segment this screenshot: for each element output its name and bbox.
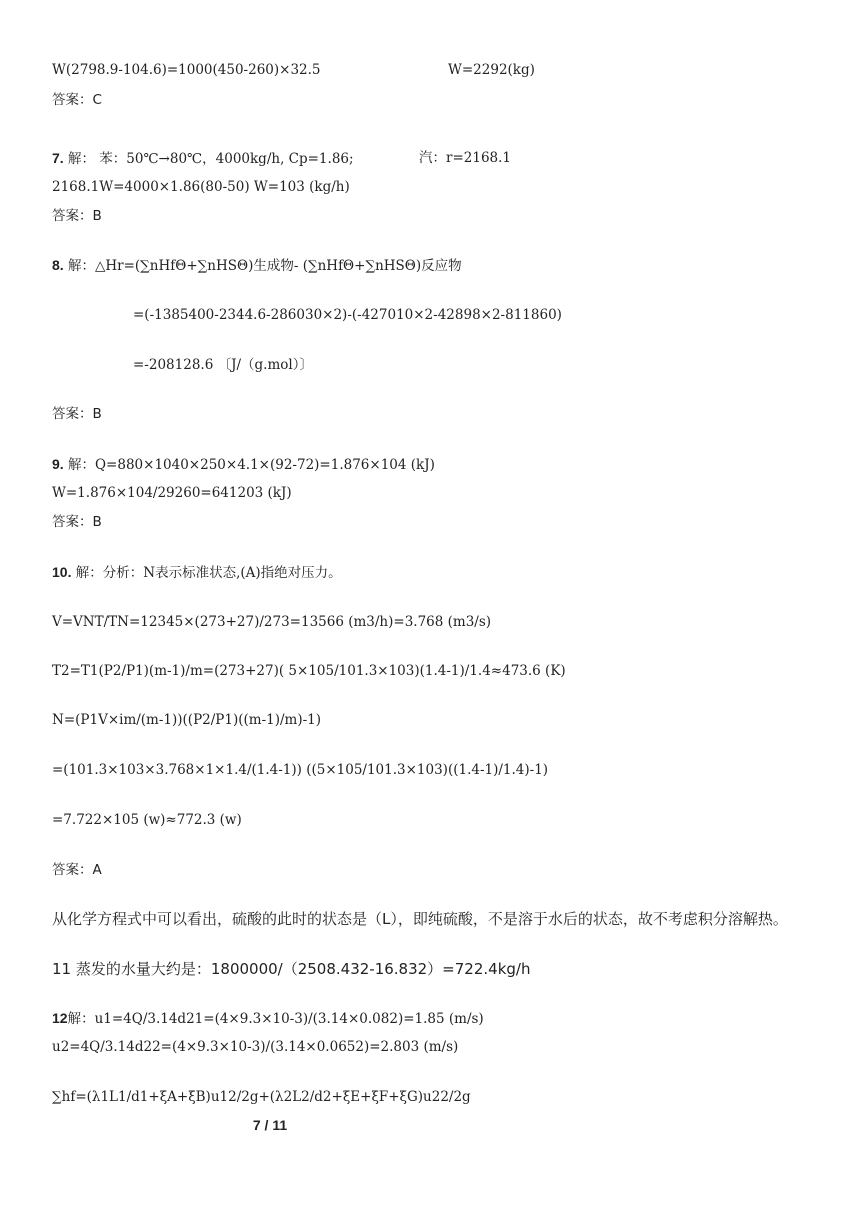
note-paragraph: 从化学方程式中可以看出，硫酸的此时的状态是（L），即纯硫酸，不是溶于水后的状态，故不考虑积分溶解热。: [52, 910, 788, 928]
equation-result: [448, 61, 535, 79]
answer-9: 答案：B: [52, 514, 102, 530]
question-9-line: [52, 455, 435, 474]
question-number: 12: [52, 1010, 68, 1026]
question-7-line-2: 2168.1W=4000×1.86(80-50) W=103 (kg/h): [52, 179, 350, 195]
question-12-line: [52, 1009, 484, 1028]
question-number: 8.: [52, 257, 64, 273]
equation-line: [52, 61, 321, 79]
question-10-line-2: V=VNT/TN=12345×(273+27)/273=13566 (m3/h)=3.768 (m3/s): [52, 614, 492, 630]
question-12-line-2: u2=4Q/3.14d22=(4×9.3×10-3)/(3.14×0.0652)=2.803 (m/s): [52, 1039, 459, 1055]
question-number: 9.: [52, 456, 64, 472]
answer-10: 答案：A: [52, 862, 102, 878]
question-10-text: 解：分析：N表示标准状态,(A)指绝对压力。: [75, 565, 342, 581]
question-12-line-3: ∑hf=(λ1L1/d1+ξA+ξB)u12/2g+(λ2L2/d2+ξE+ξF+ξG)u22/2g: [52, 1089, 471, 1105]
equation-text: W(2798.9-104.6)=1000(450-260)×32.5: [52, 62, 321, 78]
question-10-line-5: =(101.3×103×3.768×1×1.4/(1.4-1)) ((5×105/101.3×103)((1.4-1)/1.4)-1): [52, 762, 549, 778]
question-8-line-2: =(-1385400-2344.6-286030×2)-(-427010×2-42898×2-811860): [133, 307, 562, 323]
question-8-line-3: =-208128.6 〔J/（g.mol）〕: [133, 357, 313, 373]
question-number: 10.: [52, 564, 72, 580]
question-9-text: 解：Q=880×1040×250×4.1×(92-72)=1.876×104 (kJ): [67, 457, 435, 473]
equation-result-text: W=2292(kg): [448, 62, 535, 78]
answer-8: 答案：B: [52, 406, 102, 422]
question-9-line-2: W=1.876×104/29260=641203 (kJ): [52, 485, 292, 501]
question-7-line: [52, 149, 354, 168]
question-10-line-4: N=(P1V×im/(m-1))((P2/P1)((m-1)/m)-1): [52, 712, 322, 728]
question-7-text: 解： 苯：50℃→80℃，4000kg/h, Cp=1.86;: [67, 151, 354, 167]
question-8-line: [52, 256, 462, 275]
question-8-text: 解：△Hr=(∑nHfΘ+∑nHSΘ)生成物- (∑nHfΘ+∑nHSΘ)反应物: [67, 258, 462, 274]
answer-7: 答案：B: [52, 208, 102, 224]
page-number: 7 / 11: [252, 1117, 288, 1133]
question-10-line-3: T2=T1(P2/P1)(m-1)/m=(273+27)( 5×105/101.3×103)(1.4-1)/1.4≈473.6 (K): [52, 663, 566, 679]
question-11-line: 11 蒸发的水量大约是：1800000/（2508.432-16.832）=722.4kg/h: [52, 960, 531, 978]
question-10-line-6: =7.722×105 (w)≈772.3 (w): [52, 812, 242, 828]
answer-6: 答案：C: [52, 92, 102, 108]
question-10-line: [52, 563, 342, 582]
question-number: 7.: [52, 150, 64, 166]
question-7-steam: 汽：r=2168.1: [419, 150, 512, 166]
question-12-text: 解：u1=4Q/3.14d21=(4×9.3×10-3)/(3.14×0.082)=1.85 (m/s): [67, 1011, 484, 1027]
